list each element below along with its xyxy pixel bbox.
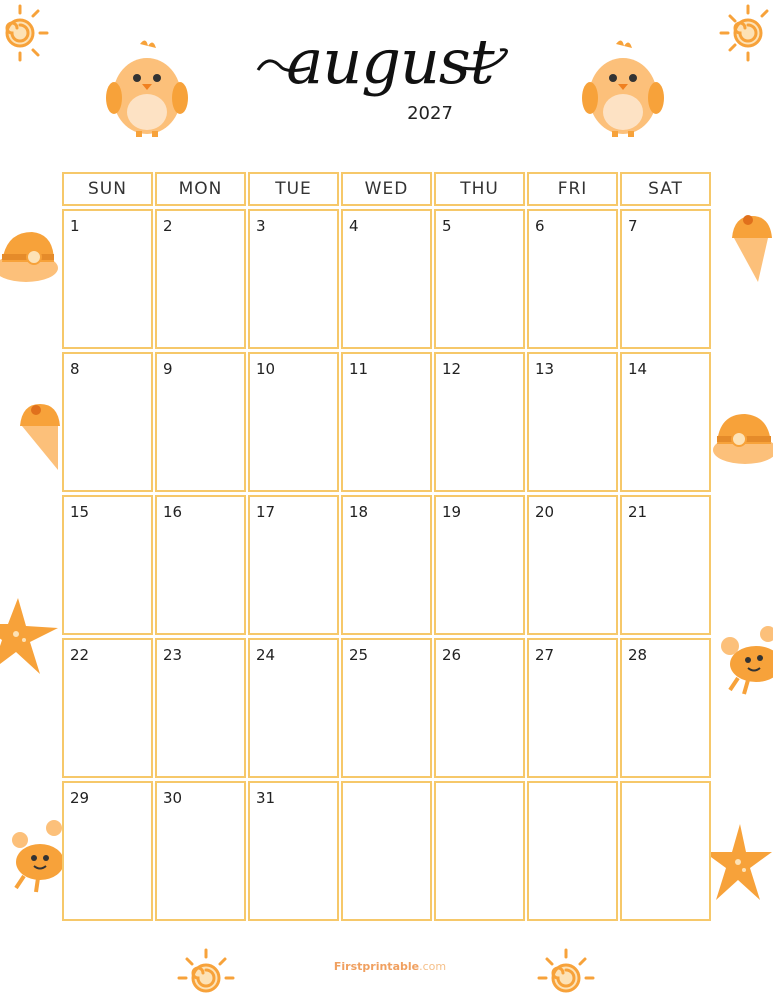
day-cell-6 bbox=[527, 209, 618, 349]
ice-cream-cone-icon bbox=[728, 214, 773, 284]
title-flourish bbox=[250, 22, 530, 102]
day-cell-28 bbox=[620, 638, 711, 778]
sun-icon bbox=[534, 946, 598, 1000]
day-cell-23 bbox=[155, 638, 246, 778]
day-number: 13 bbox=[535, 360, 555, 378]
day-number: 11 bbox=[349, 360, 369, 378]
day-number: 21 bbox=[628, 503, 648, 521]
empty-day-cell bbox=[341, 781, 432, 921]
day-cell-1 bbox=[62, 209, 153, 349]
brand-name: Firstprintable bbox=[333, 960, 420, 973]
day-cell-26 bbox=[434, 638, 525, 778]
day-number: 4 bbox=[349, 217, 359, 235]
weekday-header-wed: WED bbox=[341, 172, 432, 206]
day-cell-8 bbox=[62, 352, 153, 492]
month-name: august bbox=[286, 25, 494, 98]
day-cell-15 bbox=[62, 495, 153, 635]
day-cell-27 bbox=[527, 638, 618, 778]
day-number: 24 bbox=[256, 646, 276, 664]
day-number: 29 bbox=[70, 789, 90, 807]
day-cell-31 bbox=[248, 781, 339, 921]
day-number: 7 bbox=[628, 217, 638, 235]
day-cell-29 bbox=[62, 781, 153, 921]
day-number: 25 bbox=[349, 646, 369, 664]
day-number: 28 bbox=[628, 646, 648, 664]
day-cell-4 bbox=[341, 209, 432, 349]
day-number: 17 bbox=[256, 503, 276, 521]
weekday-header-mon: MON bbox=[155, 172, 246, 206]
empty-day-cell bbox=[434, 781, 525, 921]
day-cell-12 bbox=[434, 352, 525, 492]
day-cell-9 bbox=[155, 352, 246, 492]
day-cell-22 bbox=[62, 638, 153, 778]
day-number: 1 bbox=[70, 217, 80, 235]
day-number: 31 bbox=[256, 789, 276, 807]
brand-domain: .com bbox=[419, 960, 447, 973]
day-number: 12 bbox=[442, 360, 462, 378]
day-cell-10 bbox=[248, 352, 339, 492]
month-title bbox=[250, 22, 530, 102]
day-cell-20 bbox=[527, 495, 618, 635]
day-number: 27 bbox=[535, 646, 555, 664]
day-cell-13 bbox=[527, 352, 618, 492]
day-number: 6 bbox=[535, 217, 545, 235]
weekday-header-tue: TUE bbox=[248, 172, 339, 206]
day-number: 3 bbox=[256, 217, 266, 235]
starfish-icon bbox=[0, 596, 60, 676]
sun-icon bbox=[0, 2, 52, 64]
day-cell-25 bbox=[341, 638, 432, 778]
day-cell-3 bbox=[248, 209, 339, 349]
day-cell-17 bbox=[248, 495, 339, 635]
chick-icon bbox=[106, 36, 188, 138]
day-number: 19 bbox=[442, 503, 462, 521]
day-cell-30 bbox=[155, 781, 246, 921]
day-number: 30 bbox=[163, 789, 183, 807]
ice-cream-cone-icon bbox=[18, 402, 62, 472]
day-cell-14 bbox=[620, 352, 711, 492]
day-number: 22 bbox=[70, 646, 90, 664]
day-number: 14 bbox=[628, 360, 648, 378]
sun-hat-icon bbox=[0, 228, 60, 286]
day-cell-2 bbox=[155, 209, 246, 349]
day-cell-21 bbox=[620, 495, 711, 635]
weekday-header-sun: SUN bbox=[62, 172, 153, 206]
empty-day-cell bbox=[527, 781, 618, 921]
day-number: 15 bbox=[70, 503, 90, 521]
day-number: 18 bbox=[349, 503, 369, 521]
starfish-icon bbox=[708, 822, 773, 904]
day-number: 9 bbox=[163, 360, 173, 378]
footer-brand bbox=[320, 960, 460, 978]
day-cell-24 bbox=[248, 638, 339, 778]
crab-icon bbox=[10, 818, 64, 894]
day-number: 10 bbox=[256, 360, 276, 378]
day-number: 16 bbox=[163, 503, 183, 521]
day-number: 2 bbox=[163, 217, 173, 235]
day-cell-7 bbox=[620, 209, 711, 349]
day-cell-18 bbox=[341, 495, 432, 635]
crab-icon bbox=[720, 624, 773, 698]
year-label: 2027 bbox=[407, 103, 453, 124]
empty-day-cell bbox=[620, 781, 711, 921]
weekday-header-sat: SAT bbox=[620, 172, 711, 206]
sun-icon bbox=[716, 2, 773, 64]
day-cell-19 bbox=[434, 495, 525, 635]
weekday-header-fri: FRI bbox=[527, 172, 618, 206]
day-cell-11 bbox=[341, 352, 432, 492]
day-number: 26 bbox=[442, 646, 462, 664]
sun-icon bbox=[174, 946, 238, 1000]
weekday-header-thu: THU bbox=[434, 172, 525, 206]
chick-icon bbox=[582, 36, 664, 138]
day-number: 5 bbox=[442, 217, 452, 235]
sun-hat-icon bbox=[711, 410, 773, 468]
day-number: 20 bbox=[535, 503, 555, 521]
day-cell-16 bbox=[155, 495, 246, 635]
day-number: 8 bbox=[70, 360, 80, 378]
day-number: 23 bbox=[163, 646, 183, 664]
day-cell-5 bbox=[434, 209, 525, 349]
